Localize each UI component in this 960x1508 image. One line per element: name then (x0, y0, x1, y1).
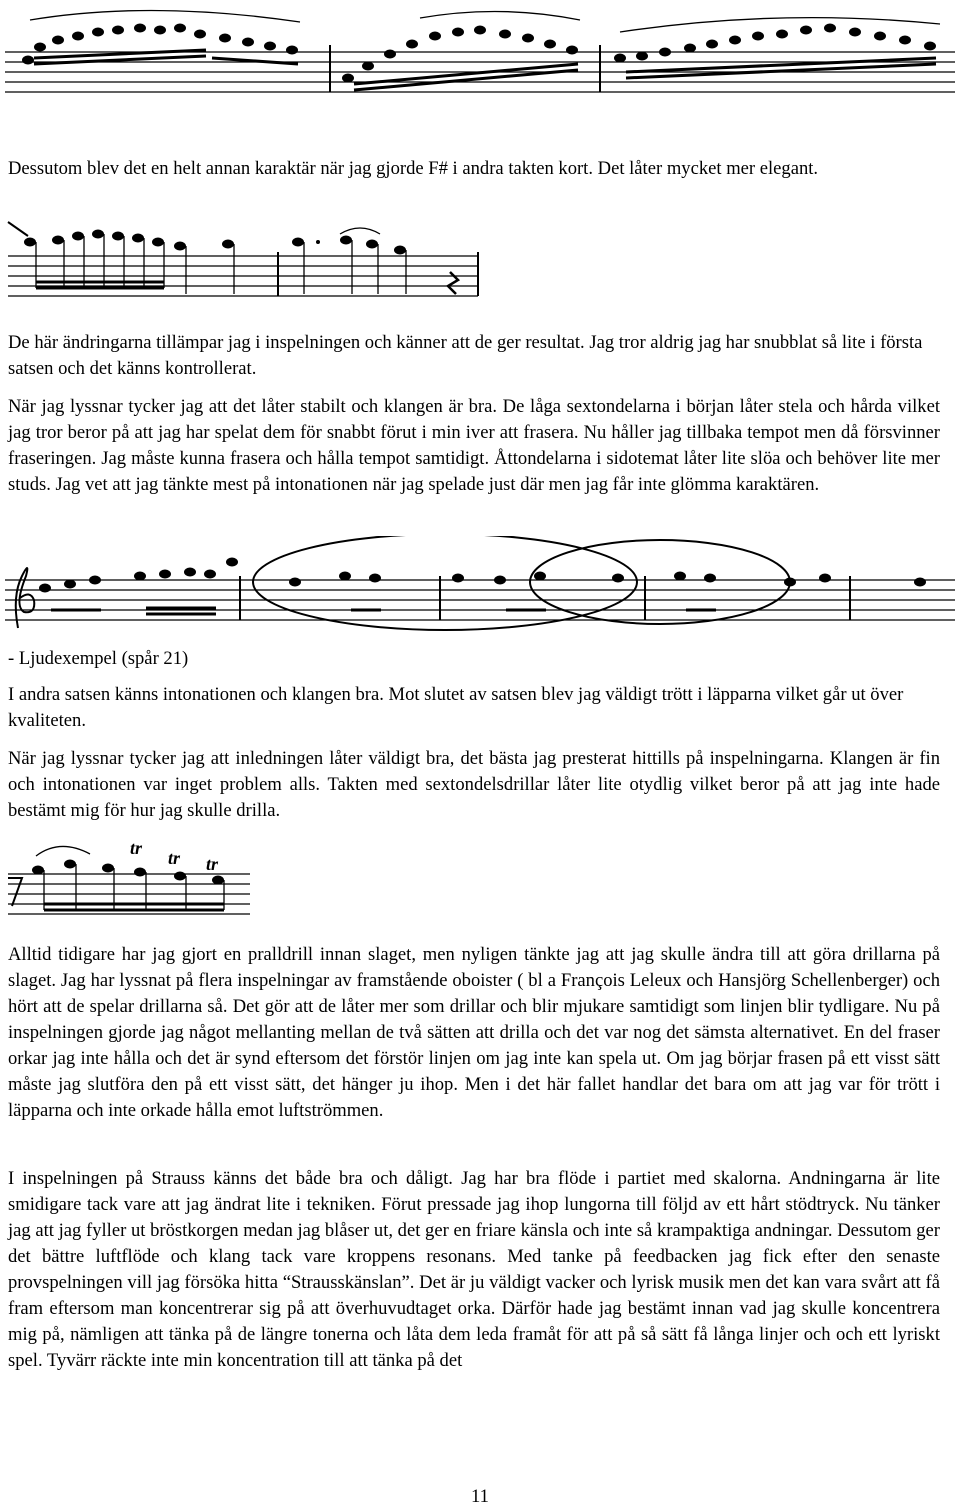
paragraph-1: Dessutom blev det en helt annan karaktär när jag gjorde F# i andra takten kort. Det låter mycket mer elegant. (8, 158, 819, 179)
staff-image-2 (0, 214, 500, 304)
paragraph-7: Alltid tidigare har jag gjort en pralldrill innan slaget, men nyligen tänkte jag att jag skulle ändra till att göra drillarna på slaget. Jag har lyssnat på flera inspelningar av framstående oboister ( bl a François Leleux och Hansjörg Schellenberger) och hört att de spelar drillarna så. Det gör att de låter mer som drillar och blir mjukare samtidigt som linjen blir tydligare. Nu på inspelningen gjorde jag något mellanting mellan de två sätten att drilla och det var nog det sämsta alternativet. En del fraser orkar jag inte hålla och det är synd eftersom det förstör linjen om jag inte kan spela ut. Om jag börjar frasen på ett visst sätt måste jag slutföra den på ett visst sätt, det hänger ju ihop. Men i det här fallet handlar det bara om att jag var för trött i läpparna och inte orkade hålla emot luftströmmen. (8, 944, 940, 1121)
staff-image-3 (0, 536, 960, 636)
trill-mark-3: tr (206, 854, 219, 874)
trill-mark-1: tr (130, 838, 143, 858)
music-excerpt-3 (0, 536, 960, 636)
music-excerpt-1 (0, 0, 960, 110)
audio-example-label: - Ljudexempel (spår 21) (8, 648, 189, 669)
page-number: 11 (471, 1486, 489, 1507)
paragraph-5: I andra satsen känns intonationen och klangen bra. Mot slutet av satsen blev jag väldigt trött i läpparna vilket går ut över kvaliteten. (8, 684, 904, 731)
staff-image-4 (0, 834, 260, 924)
paragraph-6: När jag lyssnar tycker jag att inledningen låter väldigt bra, det bästa jag presterat hittills på inspelningarna. Klangen är fin och intonationen var inget problem alls. Takten med sextondelsdrillar låter lite otydlig vilket beror på att jag inte hade bestämt mig för hur jag skulle drilla. (8, 748, 940, 821)
paragraph-2: De här ändringarna tillämpar jag i inspelningen och känner att de ger resultat. Jag tror aldrig jag har snubblat så lite i första satsen och det känns kontrollerat. (8, 332, 923, 379)
music-excerpt-2 (0, 214, 500, 304)
paragraph-3: När jag lyssnar tycker jag att det låter stabilt och klangen är bra. De låga sextondelarna i början låter stela och hårda vilket jag tror beror på att jag har spelat dem för snabbt förut i min iver att frasera. Nu håller jag tillbaka tempot men då försvinner fraseringen. Jag måste kunna frasera och hålla tempot samtidigt. Åttondelarna i sidotemat låter lite slöa och behöver lite mer studs. Jag vet att jag tänkte mest på intonationen när jag spelade just där men jag får inte glömma karaktären. (8, 396, 940, 495)
staff-image-1 (0, 0, 960, 110)
trill-mark-2: tr (168, 848, 181, 868)
music-excerpt-4 (0, 834, 260, 924)
paragraph-8: I inspelningen på Strauss känns det både bra och dåligt. Jag har bra flöde i partiet med skalorna. Andningarna är lite smidigare tack vare att jag ändrat lite i tekniken. Förut pressade jag ihop lungorna till följd av ett hårt stödtryck. Nu tänker jag att jag fyller ut bröstkorgen medan jag blåser ut, det ger en friare känsla och inte så krampaktiga andningar. Dessutom ger det bättre luftflöde och klang tack vare kroppens resonans. Med tanke på feedbacken jag fick efter den senaste provspelningen vill jag försöka hitta “Strausskänslan”. Det är ju väldigt vacker och lyrisk musik men det kan vara svårt att få fram eftersom man koncentrerar sig på att överhuvudtaget orka. Därför hade jag bestämt innan vad jag skulle koncentrera mig på, nämligen att tänka på de längre tonerna och låta dem leda framåt för att på så sätt få långa linjer och och ett lyriskt spel. Tyvärr räckte inte min koncentration till att tänka på det (8, 1168, 940, 1371)
